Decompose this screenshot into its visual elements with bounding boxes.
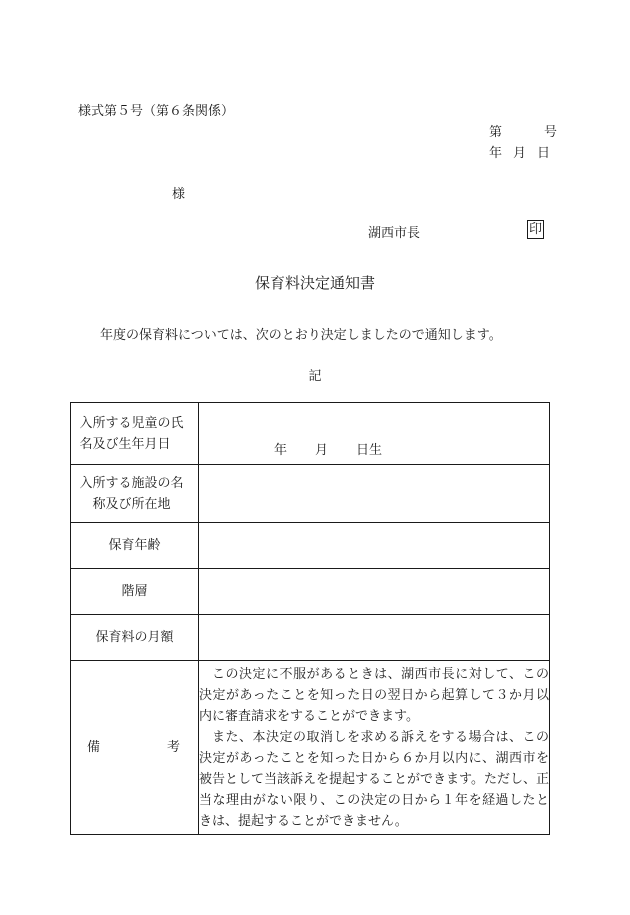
document-title: 保育料決定通知書 (254, 274, 375, 292)
issuer-name: 湖西市長 (368, 226, 421, 241)
label-remarks-right: 考 (166, 740, 180, 755)
label-remarks-left: 備 (87, 740, 101, 755)
value-facility (199, 465, 550, 523)
value-tier (199, 569, 550, 615)
label-tier: 階層 (71, 569, 199, 615)
form-number: 様式第５号（第６条関係） (78, 104, 235, 119)
issue-date-line (489, 142, 550, 161)
label-child-name-birthdate (71, 403, 199, 465)
birth-month: 月 (315, 443, 329, 458)
label-age: 保育年齢 (71, 523, 199, 569)
label-facility-line2: 称及び所在地 (92, 496, 171, 512)
row-age (71, 523, 550, 569)
date-year: 年 (489, 146, 503, 161)
row-child (71, 403, 550, 465)
date-month: 月 (513, 146, 527, 161)
remarks-paragraph-lawsuit: また、本決定の取消しを求める訴えをする場合は、この決定があったことを知った日から６か月以内に、湖西市を被告として当該訴えを提起することができます。ただし、正当な理由がない限り、この決定の日から１年を経過したときは、提起することができません。 (199, 729, 549, 829)
seal-mark: 印 (529, 222, 543, 237)
birthdate-line (274, 440, 382, 461)
label-remarks (71, 661, 199, 835)
date-day: 日 (537, 146, 551, 161)
number-suffix: 号 (544, 125, 558, 140)
value-remarks (199, 661, 550, 835)
row-fee (71, 615, 550, 661)
intro-text: 年度の保育料については、次のとおり決定しましたので通知します。 (100, 328, 502, 343)
label-monthly-fee: 保育料の月額 (71, 615, 199, 661)
row-tier (71, 569, 550, 615)
label-child-line2: 名及び生年月日 (79, 436, 171, 452)
row-remarks (71, 661, 550, 835)
addressee-suffix: 様 (172, 187, 186, 202)
birth-day: 日生 (356, 443, 383, 458)
fee-decision-table (70, 402, 550, 835)
remarks-paragraph-appeal: この決定に不服があるときは、湖西市長に対して、この決定があったことを知った日の翌日から起算して３か月以内に審査請求をすることができます。 (199, 666, 549, 724)
birth-year: 年 (274, 443, 288, 458)
label-facility (71, 465, 199, 523)
label-facility-line1: 入所する施設の名 (79, 475, 184, 491)
ki-mark: 記 (308, 369, 322, 384)
value-monthly-fee (199, 615, 550, 661)
number-prefix: 第 (489, 125, 503, 140)
document-number-line (489, 121, 557, 140)
value-child-name-birthdate (199, 403, 550, 465)
row-facility (71, 465, 550, 523)
label-child-line1: 入所する児童の氏 (79, 415, 184, 431)
value-age (199, 523, 550, 569)
